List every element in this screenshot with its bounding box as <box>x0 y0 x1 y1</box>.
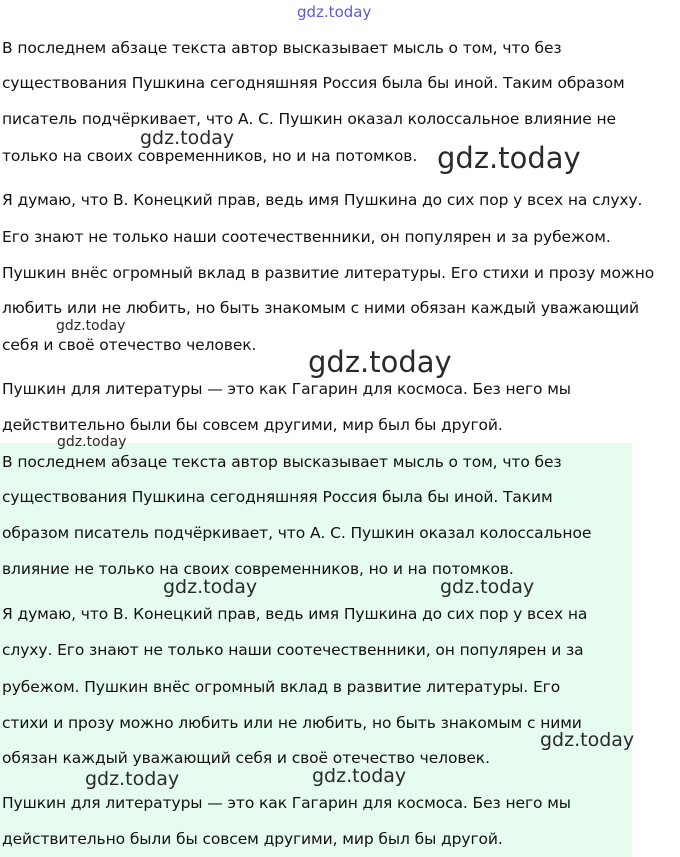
watermark: gdz.today <box>312 765 407 787</box>
watermark: gdz.today <box>56 318 126 334</box>
text-line: Я думаю, что В. Конецкий прав, ведь имя Пушкина до сих пор у всех на <box>2 605 588 623</box>
text-line: Я думаю, что В. Конецкий прав, ведь имя Пушкина до сих пор у всех на слуху. <box>2 191 643 209</box>
text-line: образом писатель подчёркивает, что А. С. Пушкин оказал колоссальное <box>2 524 592 542</box>
text-line: действительно были бы совсем другими, мир был бы другой. <box>2 416 503 434</box>
watermark: gdz.today <box>540 729 635 751</box>
watermark: gdz.today <box>85 768 180 790</box>
text-line: В последнем абзаце текста автор высказывает мысль о том, что без <box>2 39 562 57</box>
text-line: существования Пушкина сегодняшняя Россия была бы иной. Таким <box>2 488 553 506</box>
text-line: Пушкин внёс огромный вклад в развитие литературы. Его стихи и прозу можно <box>2 264 655 282</box>
text-line: стихи и прозу можно любить или не любить, но быть знакомым с ними <box>2 714 582 732</box>
watermark: gdz.today <box>57 434 127 450</box>
text-line: писатель подчёркивает, что А. С. Пушкин оказал колоссальное влияние не <box>2 110 616 128</box>
watermark: gdz.today <box>440 576 535 598</box>
text-line: только на своих современников, но и на потомков. <box>2 147 418 165</box>
text-line: рубежом. Пушкин внёс огромный вклад в развитие литературы. Его <box>2 678 561 696</box>
text-line: слуху. Его знают не только наши соотечественники, он популярен и за <box>2 641 584 659</box>
text-line: Его знают не только наши соотечественники, он популярен и за рубежом. <box>2 228 611 246</box>
text-line: влияние не только на своих современников, но и на потомков. <box>2 560 514 578</box>
text-line: действительно были бы совсем другими, мир был бы другой. <box>2 830 503 848</box>
text-line: обязан каждый уважающий себя и своё отечество человек. <box>2 749 490 767</box>
watermark: gdz.today <box>308 345 452 379</box>
text-line: В последнем абзаце текста автор высказывает мысль о том, что без <box>2 453 562 471</box>
watermark: gdz.today <box>297 3 372 21</box>
text-line: себя и своё отечество человек. <box>2 336 257 354</box>
text-line: существования Пушкина сегодняшняя Россия была бы иной. Таким образом <box>2 74 625 92</box>
watermark: gdz.today <box>437 141 581 175</box>
text-line: Пушкин для литературы — это как Гагарин для космоса. Без него мы <box>2 380 571 398</box>
text-line: любить или не любить, но быть знакомым с ними обязан каждый уважающий <box>2 299 640 317</box>
text-line: Пушкин для литературы — это как Гагарин для космоса. Без него мы <box>2 794 571 812</box>
watermark: gdz.today <box>163 576 258 598</box>
watermark: gdz.today <box>140 127 235 149</box>
